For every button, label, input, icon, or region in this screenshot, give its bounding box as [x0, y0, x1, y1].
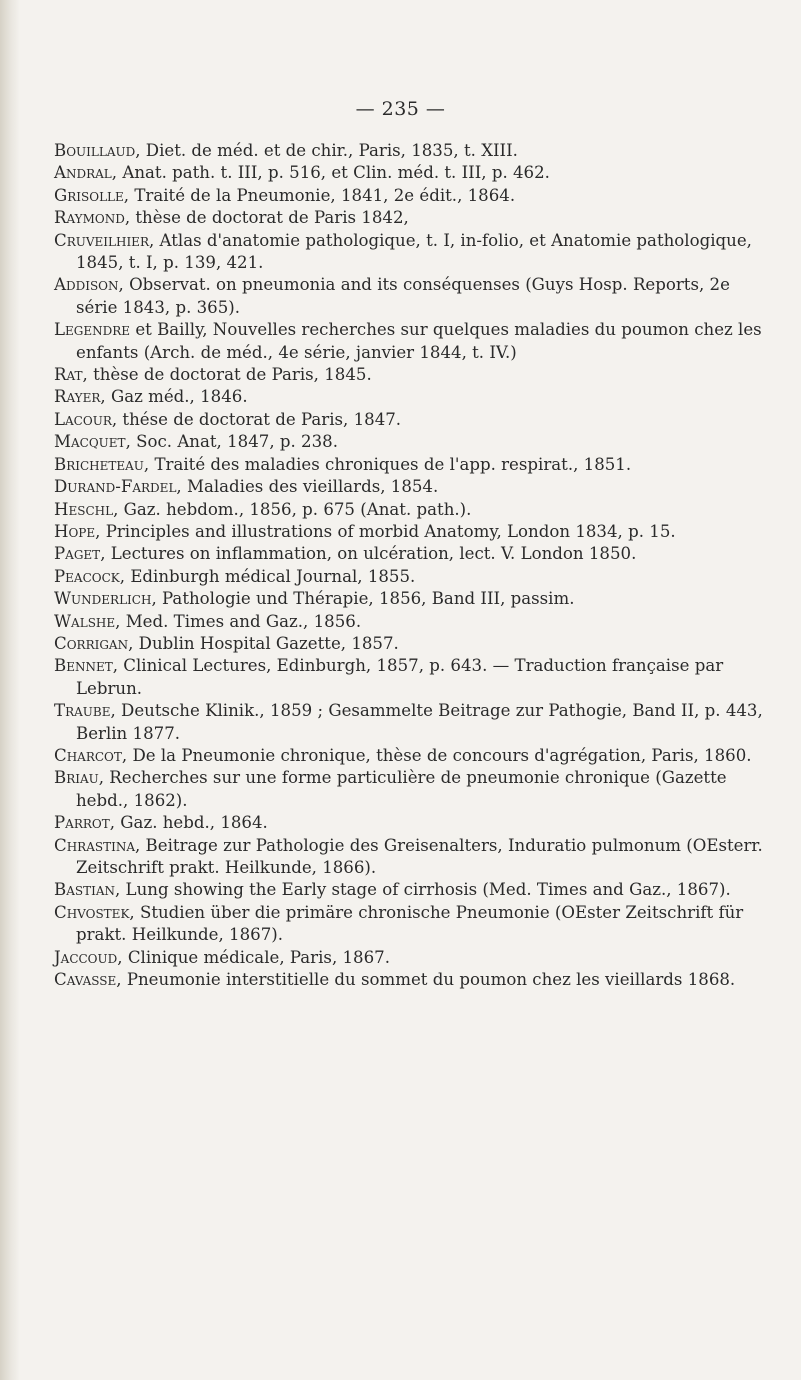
reference-author: Legendre: [54, 320, 131, 340]
reference-author: Macquet: [54, 432, 126, 452]
reference-entry: [54, 185, 774, 207]
reference-author: Peacock: [54, 566, 120, 586]
reference-author: Briau: [54, 768, 99, 788]
reference-author: Walshe: [54, 611, 116, 631]
reference-author: Wunderlich: [54, 589, 152, 609]
reference-entry: [54, 230, 774, 275]
reference-text: , thèse de doctorat de Paris 1842,: [124, 208, 409, 228]
reference-author: Lacour: [54, 409, 112, 429]
reference-author: Bricheteau: [54, 454, 144, 474]
reference-entry: [54, 543, 774, 565]
reference-author: Rat: [54, 365, 83, 385]
reference-text: , Diet. de méd. et de chir., Paris, 1835, t. XIII.: [135, 141, 518, 160]
reference-author: Heschl: [54, 499, 114, 519]
reference-text: , Pathologie und Thérapie, 1856, Band III, passim.: [151, 589, 575, 609]
reference-text: , Maladies des vieillards, 1854.: [176, 477, 439, 497]
reference-entry: [54, 969, 774, 991]
reference-author: Grisolle: [54, 185, 124, 205]
reference-author: Jaccoud: [54, 947, 118, 967]
reference-text: , Clinique médicale, Paris, 1867.: [117, 947, 390, 967]
reference-author: Chrastina: [54, 835, 135, 855]
reference-entry: [54, 611, 774, 633]
reference-text: , Atlas d'anatomie pathologique, t. I, in-folio, et Anatomie pathologique, 1845, t. I, p. 139, 421.: [76, 230, 752, 273]
reference-entry: [54, 476, 774, 498]
reference-author: Andral: [54, 163, 112, 183]
reference-entry: [54, 588, 774, 610]
reference-text: , Gaz méd., 1846.: [100, 387, 248, 407]
reference-text: , Pneumonie interstitielle du sommet du poumon chez les vieillards 1868.: [116, 970, 736, 990]
reference-entry: [54, 431, 774, 453]
reference-text: et Bailly, Nouvelles recherches sur quelques maladies du poumon chez les enfants (Arch. de méd., 4e série, janvier 1844, t. IV.): [76, 320, 762, 362]
reference-text: , Clinical Lectures, Edinburgh, 1857, p. 643. — Traduction française par Lebrun.: [76, 656, 724, 698]
reference-entry: [54, 386, 774, 408]
reference-entry: [54, 521, 774, 543]
reference-entry: [54, 835, 774, 880]
reference-text: , Soc. Anat, 1847, p. 238.: [125, 432, 338, 452]
page-number: — 235 —: [355, 98, 446, 120]
reference-author: Addison: [54, 275, 119, 295]
reference-text: , Gaz. hebd., 1864.: [109, 813, 268, 833]
reference-author: Rayer: [54, 387, 101, 407]
reference-text: , Deutsche Klinik., 1859 ; Gesammelte Beitrage zur Pathogie, Band II, p. 443, Berlin 1877.: [76, 701, 763, 743]
reference-list: [54, 140, 774, 991]
reference-author: Cavasse: [54, 970, 117, 990]
reference-entry: [54, 207, 774, 229]
reference-author: Bastian: [54, 880, 115, 900]
reference-text: , thèse de doctorat de Paris, 1845.: [82, 365, 372, 385]
reference-text: , Studien über die primäre chronische Pneumonie (OEster Zeitschrift für prakt. Heilkunde, 1867).: [76, 902, 744, 945]
reference-entry: [54, 409, 774, 431]
reference-text: , Dublin Hospital Gazette, 1857.: [128, 633, 399, 653]
reference-author: Charcot: [54, 745, 122, 765]
reference-entry: [54, 162, 774, 184]
reference-entry: [54, 947, 774, 969]
reference-text: , Recherches sur une forme particulière de pneumonie chronique (Gazette hebd., 1862).: [76, 768, 727, 810]
reference-text: , Observat. on pneumonia and its conséquenses (Guys Hosp. Reports, 2e série 1843, p. 365).: [76, 275, 730, 317]
reference-entry: [54, 140, 774, 162]
reference-text: , Edinburgh médical Journal, 1855.: [119, 566, 416, 586]
reference-entry: [54, 655, 774, 700]
reference-author: Bouillaud: [54, 141, 136, 160]
reference-text: , Lung showing the Early stage of cirrhosis (Med. Times and Gaz., 1867).: [115, 880, 731, 900]
reference-entry: [54, 902, 774, 947]
reference-entry: [54, 274, 774, 319]
reference-entry: [54, 767, 774, 812]
reference-text: , Gaz. hebdom., 1856, p. 675 (Anat. path.).: [113, 499, 472, 519]
reference-author: Durand-Fardel: [54, 477, 177, 497]
reference-entry: [54, 319, 774, 364]
reference-entry: [54, 364, 774, 386]
reference-text: , Anat. path. t. III, p. 516, et Clin. méd. t. III, p. 462.: [111, 163, 550, 183]
reference-text: , Principles and illustrations of morbid Anatomy, London 1834, p. 15.: [95, 521, 676, 541]
reference-entry: [54, 566, 774, 588]
reference-author: Traube: [54, 701, 111, 721]
reference-entry: [54, 700, 774, 745]
reference-entry: [54, 499, 774, 521]
reference-text: , Traité de la Pneumonie, 1841, 2e édit., 1864.: [123, 185, 516, 205]
reference-author: Paget: [54, 544, 101, 564]
reference-entry: [54, 879, 774, 901]
reference-author: Parrot: [54, 813, 110, 833]
reference-author: Hope: [54, 521, 96, 541]
reference-text: , Lectures on inflammation, on ulcération, lect. V. London 1850.: [100, 544, 637, 564]
reference-text: , Traité des maladies chroniques de l'app. respirat., 1851.: [143, 454, 632, 474]
reference-author: Chvostek: [54, 902, 130, 922]
reference-text: , De la Pneumonie chronique, thèse de concours d'agrégation, Paris, 1860.: [121, 745, 752, 765]
reference-text: , thése de doctorat de Paris, 1847.: [111, 409, 402, 429]
reference-text: , Med. Times and Gaz., 1856.: [115, 611, 362, 631]
reference-text: , Beitrage zur Pathologie des Greisenalters, Induratio pulmonum (OEsterr. Zeitschrift prakt. Heilkunde, 1866).: [76, 835, 763, 877]
reference-author: Cruveilhier: [54, 230, 149, 250]
reference-author: Corrigan: [54, 633, 129, 653]
reference-author: Raymond: [54, 208, 125, 228]
reference-entry: [54, 812, 774, 834]
reference-author: Bennet: [54, 656, 113, 676]
reference-entry: [54, 454, 774, 476]
page-edge-shadow: [0, 0, 20, 1380]
reference-entry: [54, 633, 774, 655]
reference-entry: [54, 745, 774, 767]
